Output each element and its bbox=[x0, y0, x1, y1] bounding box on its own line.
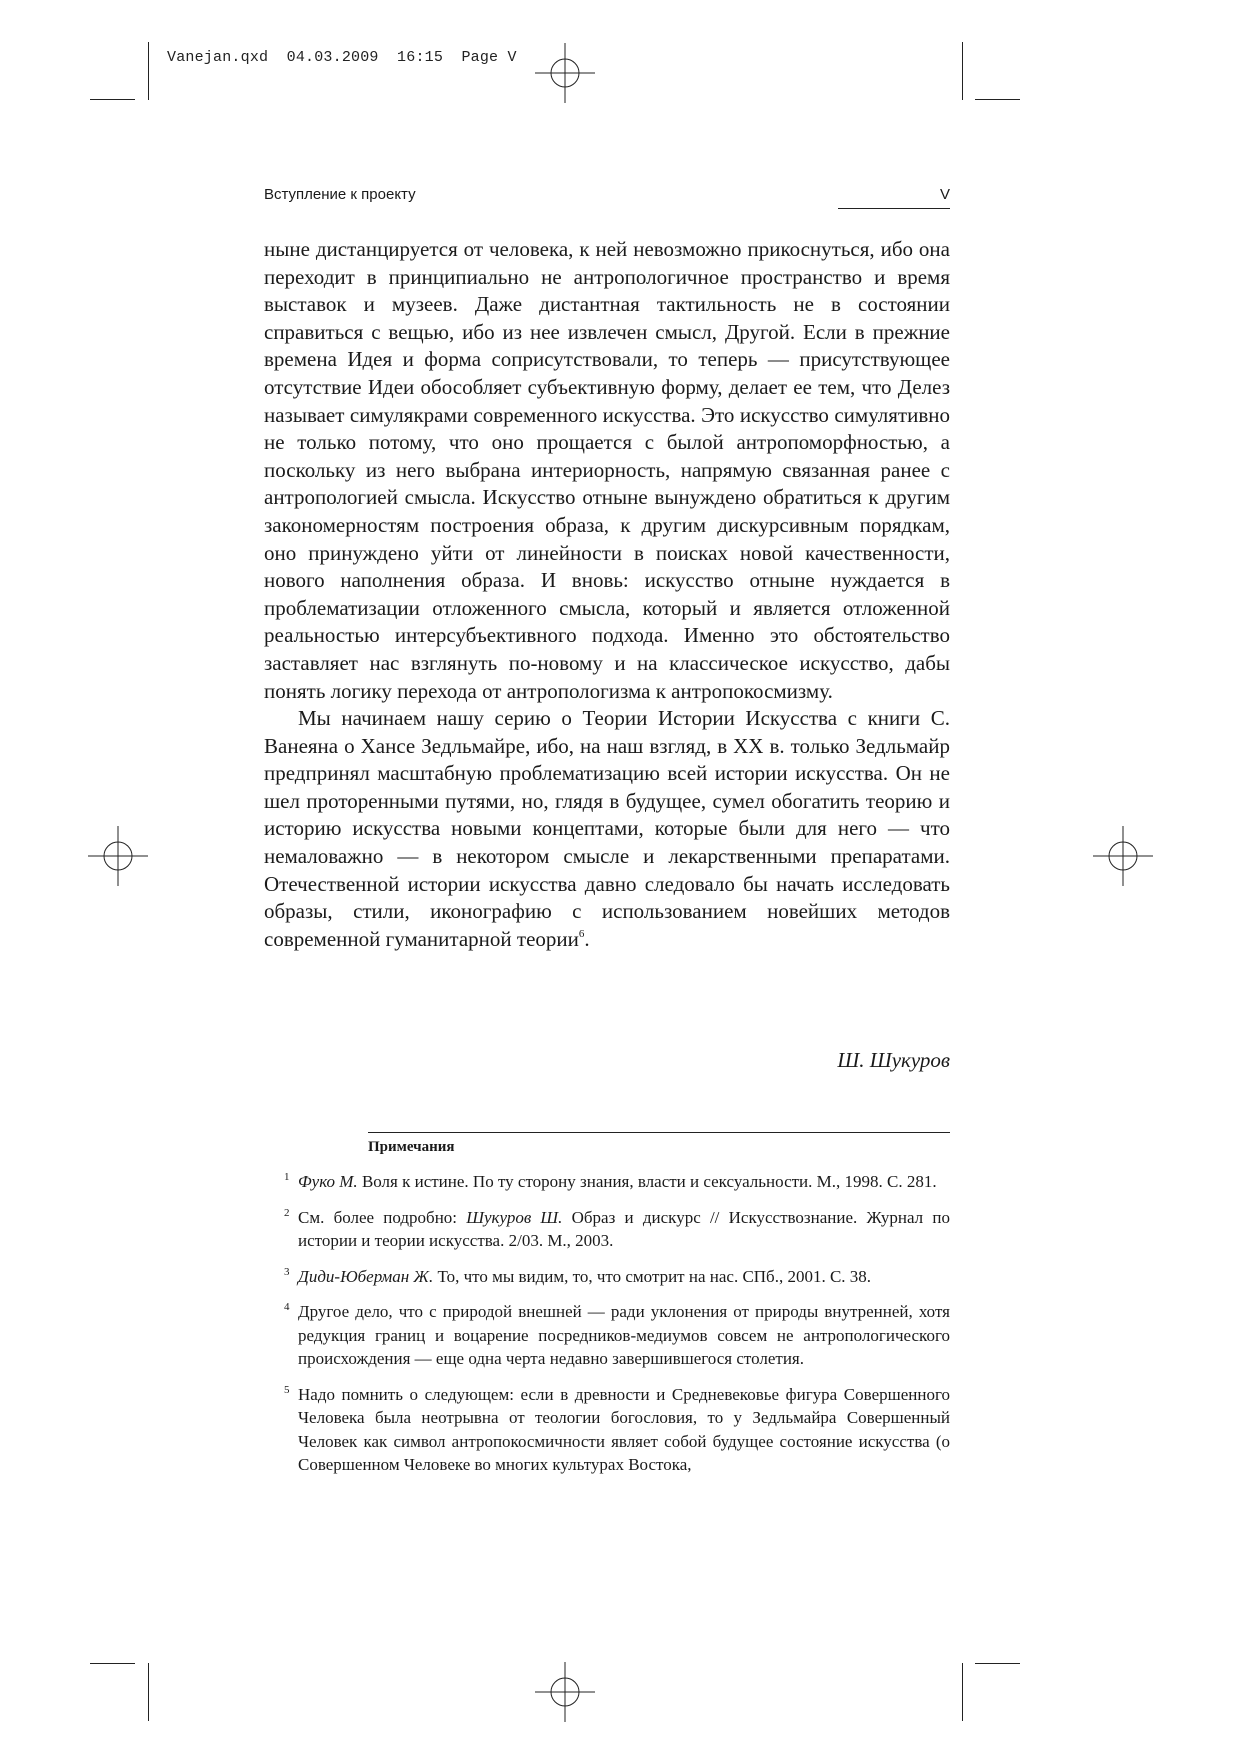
paragraph: ныне дистанцируется от человека, к ней невозможно прикоснуться, ибо она переходит в принципиально не антропологичное пространство и время выставок и музеев. Даже дистантная тактильность не в состоянии справиться с вещью, ибо из нее извлечен смысл, Другой. Если в прежние времена Идея и форма соприсутствовали, то теперь — присутствующее отсутствие Идеи обособляет субъективную форму, делает ее тем, что Делез называет симулякрами современного искусства. Это искусство симулятивно не только потому, что оно прощается с былой антропоморфностью, а поскольку из него выбрана интериорность, напрямую связанная ранее с антропологией смысла. Искусство отныне вынуждено обратиться к другим закономерностям построения образа, к другим дискурсивным порядкам, оно принуждено уйти от линейности в поисках новой качественности, нового наполнения образа. И вновь: искусство отныне нуждается в проблематизации отложенного смысла, который и является отложенной реальностью интерсубъективного подхода. Именно это обстоятельство заставляет нас взглянуть по-новому и на классическое искусство, дабы понять логику перехода от антропологизма к антропокосмизму. bbox=[264, 237, 950, 703]
paragraph bbox=[264, 705, 950, 953]
registration-mark-icon bbox=[535, 1662, 595, 1722]
registration-mark-icon bbox=[88, 826, 148, 886]
footnote-text: Другое дело, что с природой внешней — ради уклонения от природы внутренней, хотя редукция границ и воцарение посредников-медиумов совсем не антропологического происхождения — еще одна черта недавно завершившегося столетия. bbox=[298, 1302, 950, 1368]
body-text bbox=[264, 236, 950, 953]
footnote bbox=[284, 1383, 950, 1477]
registration-mark-icon bbox=[535, 43, 595, 103]
footnote-number: 4 bbox=[284, 1301, 290, 1313]
author-signature: Ш. Шукуров bbox=[837, 1048, 950, 1072]
notes-rule bbox=[368, 1132, 950, 1133]
notes-list bbox=[284, 1170, 950, 1489]
footnote bbox=[284, 1265, 950, 1289]
footnote-author: Шукуров Ш. bbox=[466, 1207, 563, 1227]
footnote-text: Воля к истине. По ту сторону знания, власти и сексуальности. М., 1998. С. 281. bbox=[357, 1172, 937, 1191]
crop-mark bbox=[962, 42, 963, 100]
running-head: Вступление к проекту bbox=[264, 186, 416, 203]
crop-mark bbox=[962, 1663, 963, 1721]
paragraph-text: Мы начинаем нашу серию о Теории Истории Искусства с книги С. Ванеяна о Хансе Зедльмайре, ибо, на наш взгляд, в XX в. только Зедльмайр предпринял масштабную проблематизацию всей истории искусства. Он не шел проторенными путями, но, глядя в будущее, сумел обогатить теорию и историю искусства новыми концептами, которые были для него — что немаловажно — в некотором смысле и лекарственными препаратами. Отечественной истории искусства давно следовало бы начать исследовать образы, стили, иконографию с использованием новейших методов современной гуманитарной теории bbox=[264, 706, 950, 951]
footnote-author: Фуко М. bbox=[298, 1172, 358, 1191]
crop-mark bbox=[90, 99, 135, 100]
footnote-number: 3 bbox=[284, 1265, 290, 1278]
paragraph-end: . bbox=[584, 926, 590, 951]
footnote-author: Диди-Юберман Ж. bbox=[298, 1266, 434, 1286]
crop-mark bbox=[90, 1663, 135, 1664]
printer-slug: Vanejan.qxd 04.03.2009 16:15 Page V bbox=[167, 49, 517, 66]
footnote-lead: См. более подробно: bbox=[298, 1207, 467, 1227]
registration-mark-icon bbox=[1093, 826, 1153, 886]
footnote-text: То, что мы видим, то, что смотрит на нас. СПб., 2001. С. 38. bbox=[433, 1266, 872, 1286]
footnote-ref[interactable]: 6 bbox=[578, 927, 585, 940]
footnote-number: 1 bbox=[284, 1171, 290, 1183]
footnote bbox=[284, 1300, 950, 1371]
footnote-number: 2 bbox=[284, 1206, 290, 1219]
page-number: V bbox=[939, 186, 950, 203]
footnote-text: Образ и дискурс // Искусствознание. Журнал по истории и теории искусства. 2/03. М., 2003. bbox=[298, 1207, 950, 1250]
footnote-text: Надо помнить о следующем: если в древности и Средневековье фигура Совершенного Человека была неотрывна от теологии богословия, то у Зедльмайра Совершенный Человек как символ антропокосмичности являет собой будущее состояние искусства (о Совершенном Человеке во многих культурах Востока, bbox=[298, 1384, 950, 1474]
footnote-number: 5 bbox=[284, 1383, 290, 1396]
crop-mark bbox=[975, 99, 1020, 100]
footnote bbox=[284, 1170, 950, 1194]
crop-mark bbox=[148, 42, 149, 100]
crop-mark bbox=[148, 1663, 149, 1721]
header-rule bbox=[838, 208, 950, 209]
crop-mark bbox=[975, 1663, 1020, 1664]
footnote bbox=[284, 1206, 950, 1253]
notes-title: Примечания bbox=[368, 1139, 455, 1155]
